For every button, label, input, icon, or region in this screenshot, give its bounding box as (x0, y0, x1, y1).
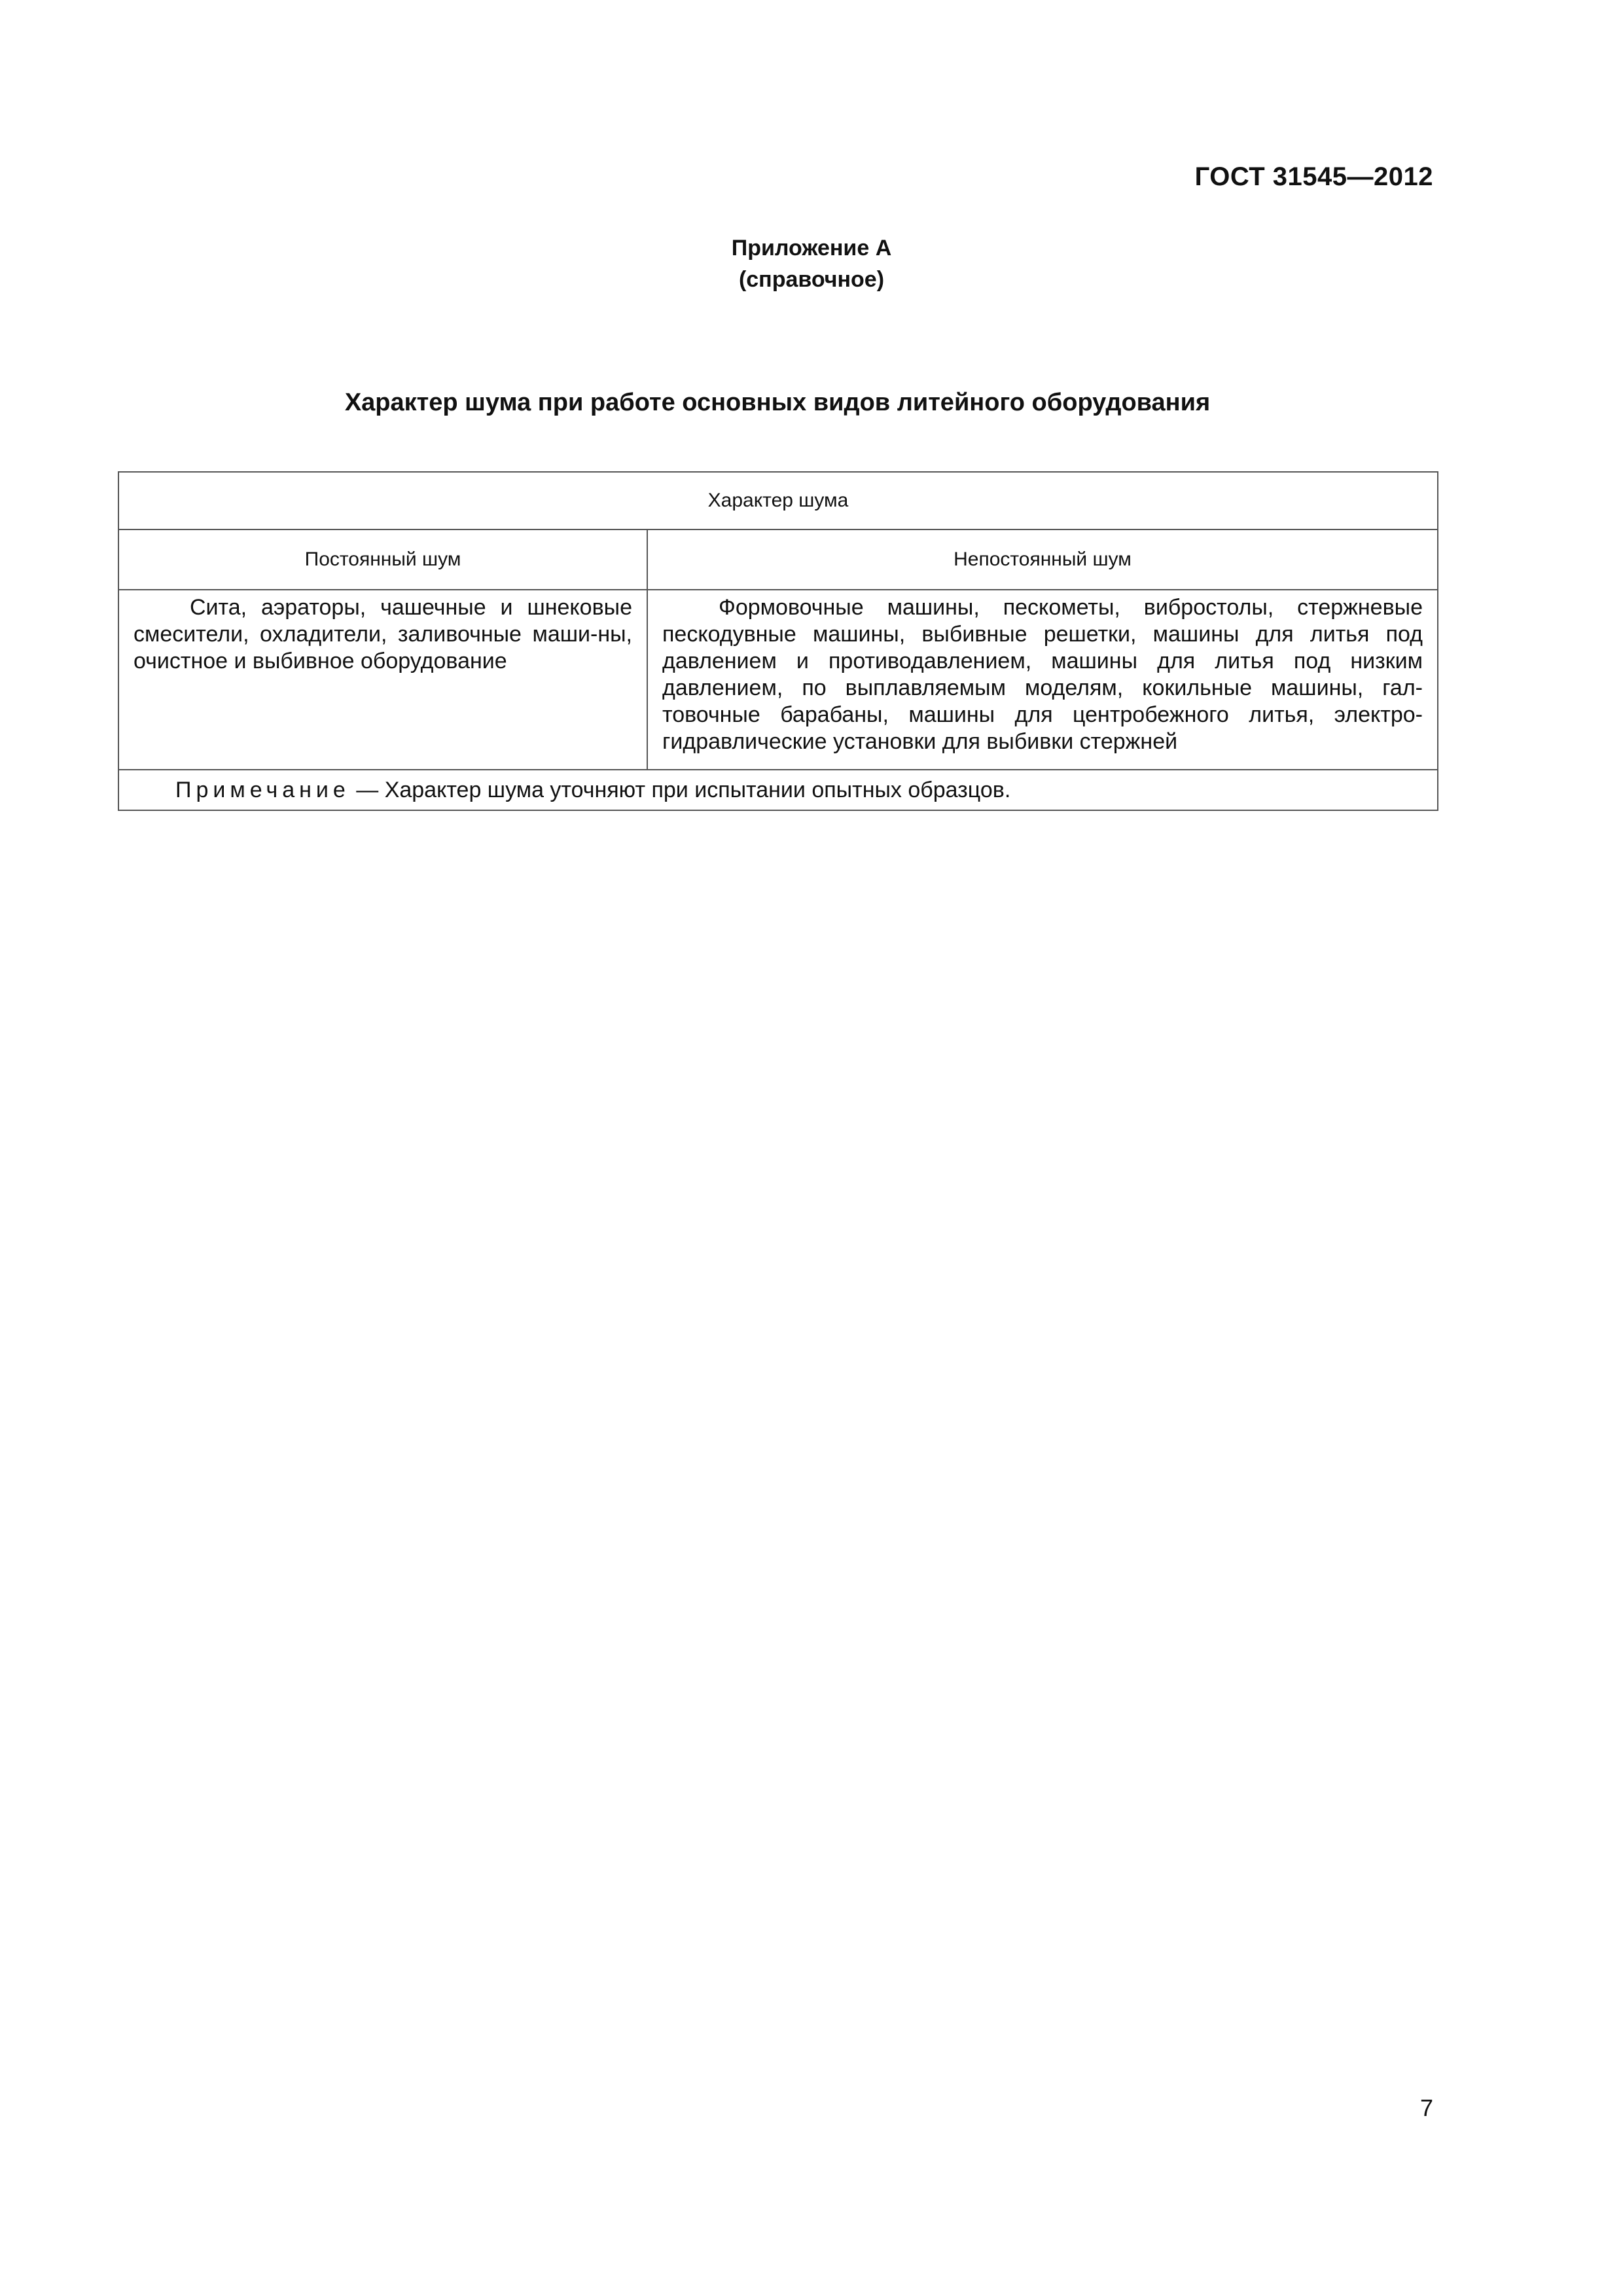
cell-variable-noise: Формовочные машины, пескометы, вибростолы, стержневые пескодувные машины, выбивные решетки, машины для литья под давлением и противодавлением, машины для литья под низким давлением, по выплавляемым моделям, кокильные машины, гал-товочные барабаны, машины для центробежного литья, электро-гидравлические установки для выбивки стержней (647, 590, 1438, 770)
annex-title: Приложение А (731, 236, 892, 260)
table-row (118, 590, 1438, 770)
column-header-constant: Постоянный шум (118, 529, 647, 590)
note-text: — Характер шума уточняют при испытании опытных образцов. (349, 777, 1011, 802)
cell-constant-noise: Сита, аэраторы, чашечные и шнековые смесители, охладители, заливочные маши-ны, очистное и выбивное оборудование (118, 590, 647, 770)
table-note (118, 770, 1438, 810)
annex-subtitle: (справочное) (738, 267, 885, 292)
page-number: 7 (1419, 2094, 1433, 2121)
table-subheader-row (118, 529, 1438, 590)
column-header-variable: Непостоянный шум (647, 529, 1438, 590)
table-header-row (118, 472, 1438, 529)
document-id: ГОСТ 31545—2012 (1194, 162, 1433, 191)
noise-character-table (118, 471, 1438, 811)
note-label: Примечание (175, 777, 350, 802)
table-header-main: Характер шума (118, 472, 1438, 529)
section-title: Характер шума при работе основных видов литейного оборудования (344, 389, 1211, 416)
annex-heading (0, 232, 1623, 295)
table-note-row (118, 770, 1438, 810)
